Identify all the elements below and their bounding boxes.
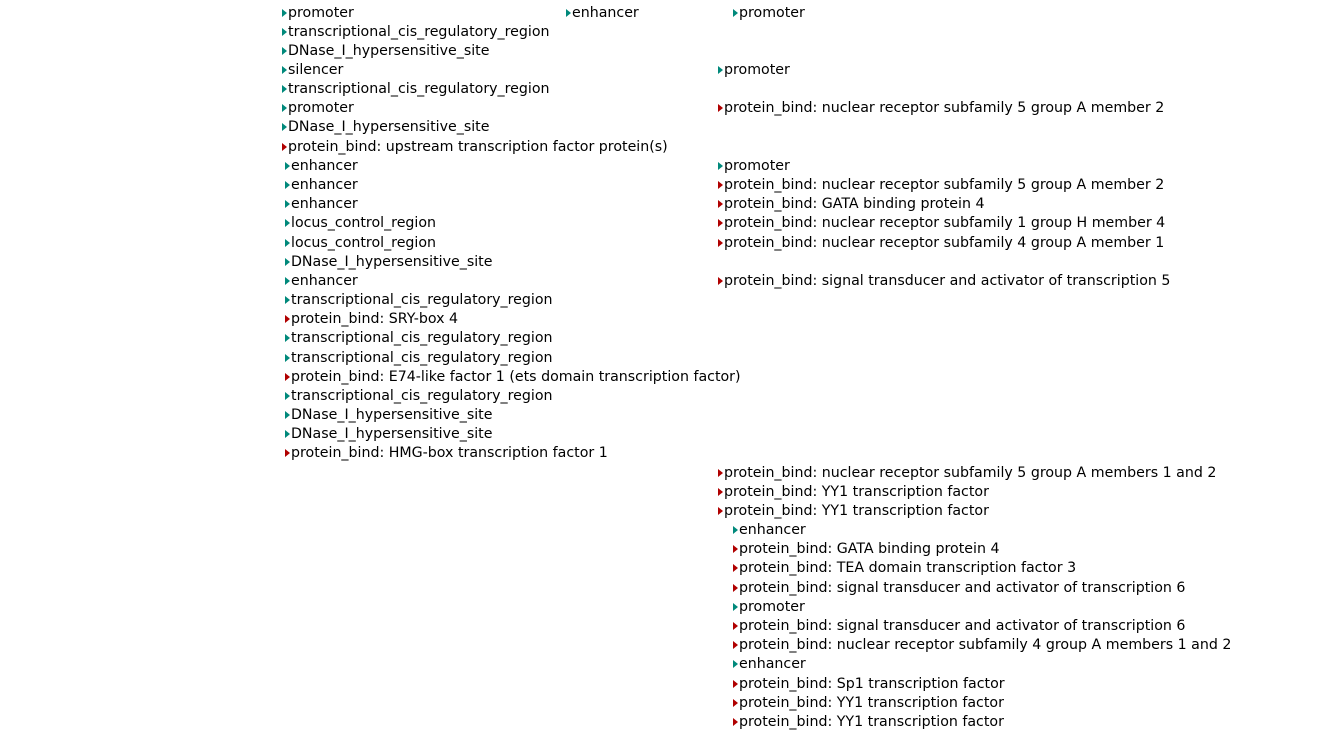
- feature-label: transcriptional_cis_regulatory_region: [288, 81, 550, 97]
- feature-label: protein_bind: nuclear receptor subfamily 1 group H member 4: [724, 215, 1166, 231]
- regulatory-feature[interactable]: [285, 176, 358, 195]
- expand-triangle-icon[interactable]: [285, 449, 290, 457]
- feature-label: enhancer: [739, 522, 806, 538]
- expand-triangle-icon[interactable]: [285, 219, 290, 227]
- expand-triangle-icon[interactable]: [285, 354, 290, 362]
- regulatory-feature[interactable]: [733, 4, 805, 23]
- feature-label: enhancer: [291, 273, 358, 289]
- feature-label: protein_bind: upstream transcription factor protein(s): [288, 139, 668, 155]
- expand-triangle-icon[interactable]: [285, 411, 290, 419]
- expand-triangle-icon[interactable]: [733, 545, 738, 553]
- protein-bind-feature[interactable]: [733, 540, 1000, 559]
- feature-label: protein_bind: GATA binding protein 4: [739, 541, 1000, 557]
- feature-label: transcriptional_cis_regulatory_region: [288, 24, 550, 40]
- feature-label: protein_bind: nuclear receptor subfamily 4 group A members 1 and 2: [739, 637, 1232, 653]
- expand-triangle-icon[interactable]: [282, 104, 287, 112]
- expand-triangle-icon[interactable]: [733, 603, 738, 611]
- regulatory-feature[interactable]: [282, 23, 550, 42]
- regulatory-feature[interactable]: [285, 214, 436, 233]
- regulatory-feature[interactable]: [285, 157, 358, 176]
- regulatory-feature[interactable]: [285, 291, 553, 310]
- expand-triangle-icon[interactable]: [733, 526, 738, 534]
- feature-label: transcriptional_cis_regulatory_region: [291, 350, 553, 366]
- feature-label: promoter: [724, 62, 790, 78]
- regulatory-feature[interactable]: [285, 253, 492, 272]
- feature-label: protein_bind: signal transducer and activator of transcription 6: [739, 580, 1186, 596]
- feature-label: protein_bind: YY1 transcription factor: [724, 484, 989, 500]
- regulatory-feature[interactable]: [285, 425, 492, 444]
- feature-label: protein_bind: E74-like factor 1 (ets domain transcription factor): [291, 369, 741, 385]
- regulatory-feature[interactable]: [285, 272, 358, 291]
- feature-label: protein_bind: YY1 transcription factor: [724, 503, 989, 519]
- regulatory-feature[interactable]: [285, 387, 553, 406]
- feature-label: promoter: [288, 5, 354, 21]
- expand-triangle-icon[interactable]: [282, 47, 287, 55]
- feature-label: protein_bind: nuclear receptor subfamily 5 group A member 2: [724, 177, 1165, 193]
- protein-bind-feature[interactable]: [285, 444, 608, 463]
- protein-bind-feature[interactable]: [285, 310, 458, 329]
- expand-triangle-icon[interactable]: [718, 66, 723, 74]
- regulatory-feature[interactable]: [733, 655, 806, 674]
- expand-triangle-icon[interactable]: [718, 219, 723, 227]
- feature-label: promoter: [288, 100, 354, 116]
- protein-bind-feature[interactable]: [718, 464, 1216, 483]
- feature-label: promoter: [739, 5, 805, 21]
- expand-triangle-icon[interactable]: [733, 9, 738, 17]
- protein-bind-feature[interactable]: [733, 713, 1004, 732]
- protein-bind-feature[interactable]: [282, 138, 668, 157]
- protein-bind-feature[interactable]: [733, 636, 1231, 655]
- regulatory-feature[interactable]: [718, 157, 790, 176]
- expand-triangle-icon[interactable]: [566, 9, 571, 17]
- expand-triangle-icon[interactable]: [282, 123, 287, 131]
- regulatory-feature[interactable]: [285, 406, 492, 425]
- regulatory-feature[interactable]: [285, 195, 358, 214]
- expand-triangle-icon[interactable]: [285, 200, 290, 208]
- feature-label: DNase_I_hypersensitive_site: [291, 254, 493, 270]
- expand-triangle-icon[interactable]: [285, 392, 290, 400]
- feature-label: protein_bind: YY1 transcription factor: [739, 714, 1004, 730]
- feature-label: protein_bind: GATA binding protein 4: [724, 196, 985, 212]
- expand-triangle-icon[interactable]: [733, 699, 738, 707]
- expand-triangle-icon[interactable]: [718, 507, 723, 515]
- regulatory-feature[interactable]: [733, 598, 805, 617]
- feature-label: protein_bind: nuclear receptor subfamily 5 group A members 1 and 2: [724, 465, 1217, 481]
- feature-label: locus_control_region: [291, 215, 437, 231]
- expand-triangle-icon[interactable]: [718, 104, 723, 112]
- feature-label: promoter: [739, 599, 805, 615]
- feature-label: protein_bind: nuclear receptor subfamily 4 group A member 1: [724, 235, 1165, 251]
- feature-label: promoter: [724, 158, 790, 174]
- expand-triangle-icon[interactable]: [282, 9, 287, 17]
- protein-bind-feature[interactable]: [733, 694, 1004, 713]
- feature-label: enhancer: [291, 158, 358, 174]
- regulatory-feature[interactable]: [285, 234, 436, 253]
- regulatory-feature[interactable]: [282, 4, 354, 23]
- expand-triangle-icon[interactable]: [285, 296, 290, 304]
- regulatory-feature[interactable]: [285, 349, 553, 368]
- expand-triangle-icon[interactable]: [285, 334, 290, 342]
- regulatory-feature[interactable]: [566, 4, 639, 23]
- feature-label: protein_bind: signal transducer and activator of transcription 6: [739, 618, 1186, 634]
- protein-bind-feature[interactable]: [718, 176, 1164, 195]
- feature-label: enhancer: [572, 5, 639, 21]
- feature-label: protein_bind: YY1 transcription factor: [739, 695, 1004, 711]
- regulatory-feature[interactable]: [718, 61, 790, 80]
- expand-triangle-icon[interactable]: [285, 373, 290, 381]
- expand-triangle-icon[interactable]: [733, 660, 738, 668]
- feature-label: DNase_I_hypersensitive_site: [291, 426, 493, 442]
- regulatory-feature[interactable]: [733, 521, 806, 540]
- feature-label: enhancer: [291, 177, 358, 193]
- expand-triangle-icon[interactable]: [282, 28, 287, 36]
- regulatory-feature[interactable]: [282, 42, 489, 61]
- protein-bind-feature[interactable]: [718, 234, 1164, 253]
- feature-label: transcriptional_cis_regulatory_region: [291, 388, 553, 404]
- feature-label: protein_bind: Sp1 transcription factor: [739, 676, 1005, 692]
- expand-triangle-icon[interactable]: [733, 680, 738, 688]
- expand-triangle-icon[interactable]: [718, 162, 723, 170]
- expand-triangle-icon[interactable]: [285, 258, 290, 266]
- protein-bind-feature[interactable]: [718, 483, 989, 502]
- expand-triangle-icon[interactable]: [285, 315, 290, 323]
- expand-triangle-icon[interactable]: [285, 162, 290, 170]
- expand-triangle-icon[interactable]: [285, 181, 290, 189]
- feature-label: silencer: [288, 62, 344, 78]
- feature-label: DNase_I_hypersensitive_site: [288, 43, 490, 59]
- protein-bind-feature[interactable]: [718, 502, 989, 521]
- feature-label: protein_bind: HMG-box transcription factor 1: [291, 445, 608, 461]
- protein-bind-feature[interactable]: [718, 272, 1170, 291]
- regulatory-feature[interactable]: [285, 329, 553, 348]
- expand-triangle-icon[interactable]: [285, 277, 290, 285]
- expand-triangle-icon[interactable]: [282, 85, 287, 93]
- expand-triangle-icon[interactable]: [733, 622, 738, 630]
- expand-triangle-icon[interactable]: [718, 239, 723, 247]
- feature-label: locus_control_region: [291, 235, 437, 251]
- protein-bind-feature[interactable]: [718, 195, 985, 214]
- protein-bind-feature[interactable]: [285, 368, 741, 387]
- feature-label: protein_bind: signal transducer and activator of transcription 5: [724, 273, 1171, 289]
- protein-bind-feature[interactable]: [733, 559, 1076, 578]
- expand-triangle-icon[interactable]: [733, 584, 738, 592]
- feature-label: protein_bind: TEA domain transcription factor 3: [739, 560, 1077, 576]
- feature-label: protein_bind: nuclear receptor subfamily 5 group A member 2: [724, 100, 1165, 116]
- protein-bind-feature[interactable]: [733, 675, 1005, 694]
- expand-triangle-icon[interactable]: [718, 181, 723, 189]
- protein-bind-feature[interactable]: [718, 99, 1164, 118]
- expand-triangle-icon[interactable]: [718, 488, 723, 496]
- feature-label: enhancer: [739, 656, 806, 672]
- expand-triangle-icon[interactable]: [718, 200, 723, 208]
- expand-triangle-icon[interactable]: [733, 641, 738, 649]
- expand-triangle-icon[interactable]: [282, 66, 287, 74]
- feature-label: enhancer: [291, 196, 358, 212]
- protein-bind-feature[interactable]: [733, 579, 1185, 598]
- regulatory-feature[interactable]: [282, 99, 354, 118]
- expand-triangle-icon[interactable]: [718, 469, 723, 477]
- regulatory-feature[interactable]: [282, 61, 343, 80]
- protein-bind-feature[interactable]: [733, 617, 1185, 636]
- regulatory-feature[interactable]: [282, 80, 550, 99]
- expand-triangle-icon[interactable]: [718, 277, 723, 285]
- feature-label: DNase_I_hypersensitive_site: [288, 119, 490, 135]
- protein-bind-feature[interactable]: [718, 214, 1165, 233]
- expand-triangle-icon[interactable]: [285, 239, 290, 247]
- feature-label: protein_bind: SRY-box 4: [291, 311, 458, 327]
- regulatory-feature[interactable]: [282, 118, 489, 137]
- expand-triangle-icon[interactable]: [282, 143, 287, 151]
- expand-triangle-icon[interactable]: [285, 430, 290, 438]
- feature-label: transcriptional_cis_regulatory_region: [291, 292, 553, 308]
- expand-triangle-icon[interactable]: [733, 718, 738, 726]
- feature-label: DNase_I_hypersensitive_site: [291, 407, 493, 423]
- expand-triangle-icon[interactable]: [733, 564, 738, 572]
- feature-label: transcriptional_cis_regulatory_region: [291, 330, 553, 346]
